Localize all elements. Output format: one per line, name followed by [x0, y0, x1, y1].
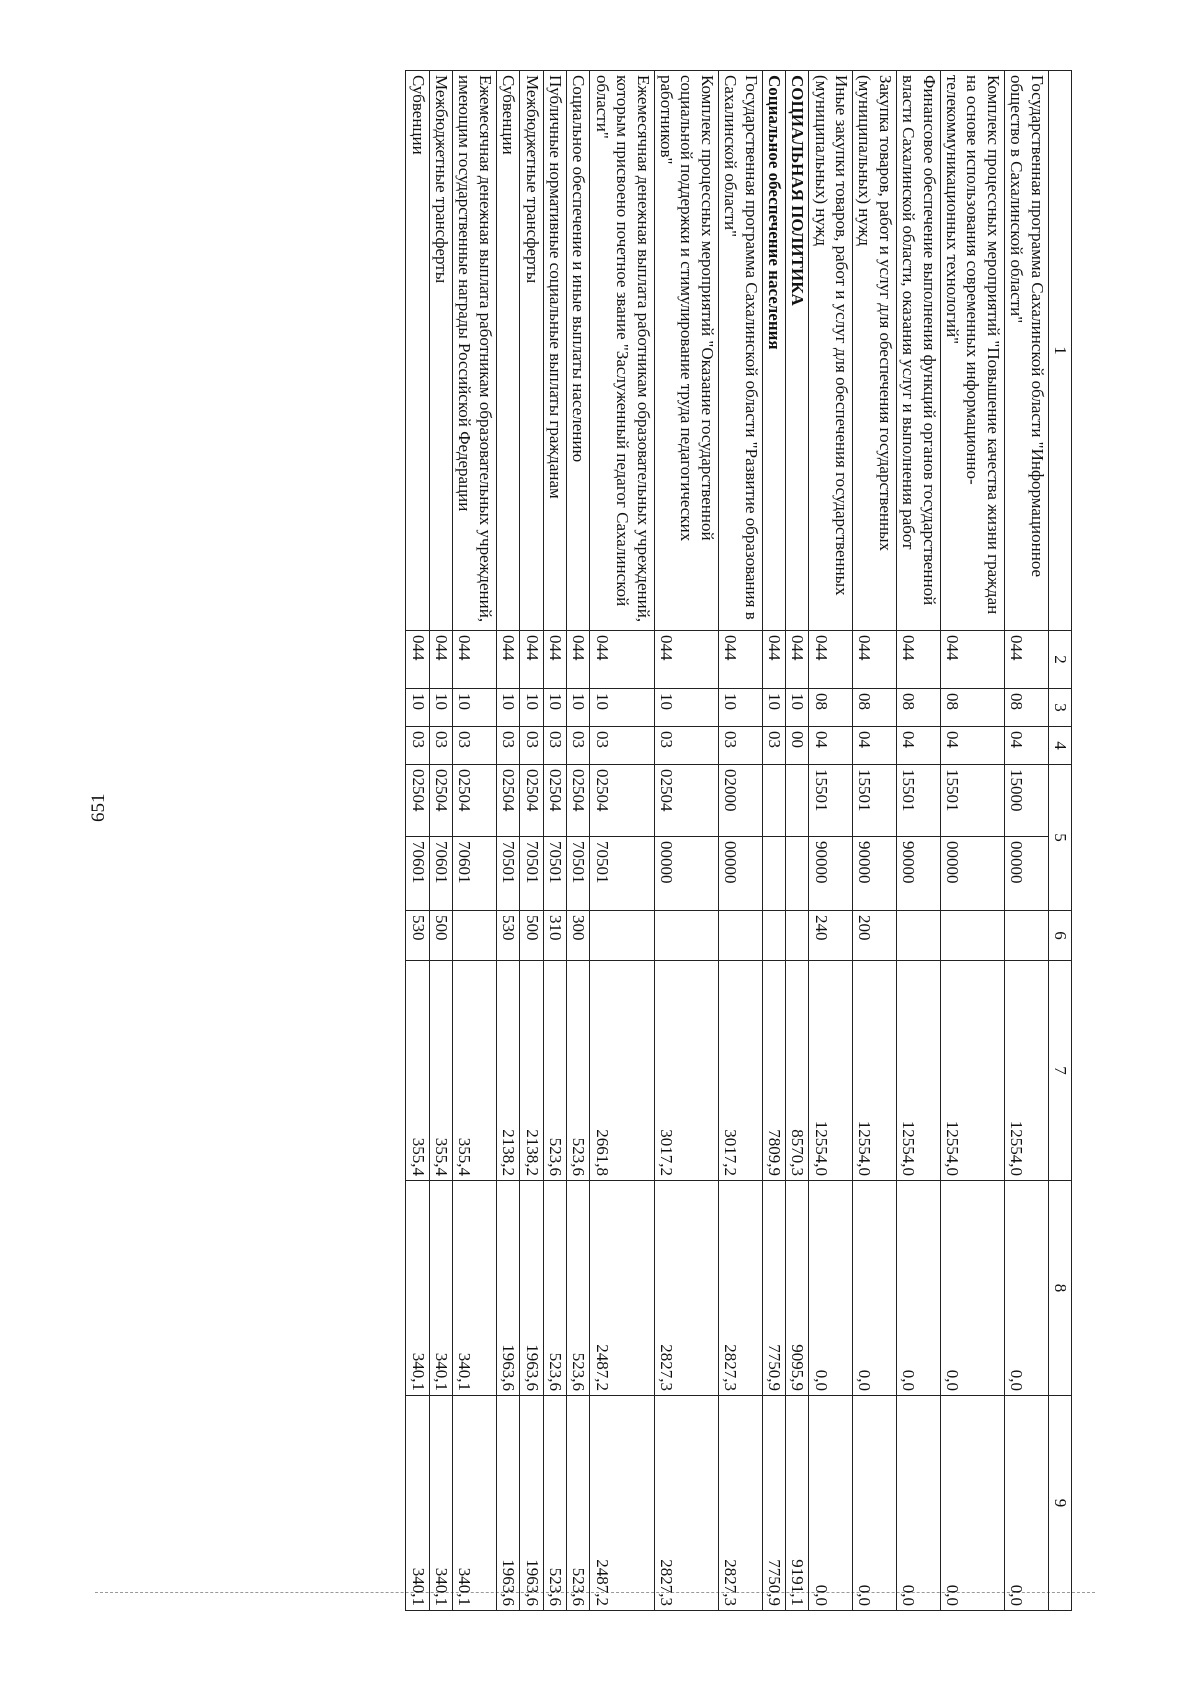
row-expense-type: 530	[406, 911, 429, 961]
row-amount-col7: 355,4	[406, 961, 429, 1181]
row-expense-type	[762, 911, 785, 961]
table-row	[406, 71, 429, 1611]
row-target-code-a: 02504	[590, 765, 654, 837]
row-section-code: 10	[567, 689, 590, 727]
row-target-code-a: 02504	[429, 765, 452, 837]
row-amount-col8: 0,0	[940, 1181, 1004, 1396]
row-subsection-code: 03	[453, 727, 497, 765]
row-subsection-code: 04	[809, 727, 853, 765]
row-expense-type	[718, 911, 762, 961]
col-header-8: 8	[1048, 1181, 1071, 1396]
row-ved-code: 044	[496, 631, 519, 689]
row-amount-col8: 523,6	[567, 1181, 590, 1396]
row-amount-col9: 523,6	[567, 1396, 590, 1611]
row-subsection-code: 03	[429, 727, 452, 765]
row-section-code: 10	[406, 689, 429, 727]
row-amount-col7: 355,4	[429, 961, 452, 1181]
row-amount-col9: 0,0	[896, 1396, 940, 1611]
table-row	[429, 71, 452, 1611]
row-name: Субвенции	[496, 71, 519, 631]
row-amount-col8: 0,0	[809, 1181, 853, 1396]
col-header-1: 1	[1048, 71, 1071, 631]
row-amount-col8: 1963,6	[496, 1181, 519, 1396]
row-target-code-b	[785, 837, 808, 911]
row-name: Субвенции	[406, 71, 429, 631]
row-amount-col9: 340,1	[406, 1396, 429, 1611]
row-amount-col8: 523,6	[543, 1181, 566, 1396]
row-expense-type	[1004, 911, 1048, 961]
row-target-code-a: 02504	[567, 765, 590, 837]
row-amount-col9: 340,1	[453, 1396, 497, 1611]
budget-table	[405, 70, 1072, 1611]
row-subsection-code: 03	[406, 727, 429, 765]
col-header-9: 9	[1048, 1396, 1071, 1611]
row-subsection-code: 04	[940, 727, 1004, 765]
row-expense-type	[785, 911, 808, 961]
row-expense-type: 240	[809, 911, 853, 961]
row-name: Государственная программа Сахалинской области "Информационное общество в Сахалинской области"	[1004, 71, 1048, 631]
row-section-code: 10	[429, 689, 452, 727]
row-expense-type: 530	[496, 911, 519, 961]
col-header-2: 2	[1048, 631, 1071, 689]
row-target-code-a: 02504	[654, 765, 718, 837]
row-target-code-a: 15501	[853, 765, 897, 837]
row-ved-code: 044	[785, 631, 808, 689]
row-subsection-code: 04	[1004, 727, 1048, 765]
row-amount-col7: 12554,0	[896, 961, 940, 1181]
row-ved-code: 044	[940, 631, 1004, 689]
row-target-code-b: 90000	[853, 837, 897, 911]
row-ved-code: 044	[520, 631, 543, 689]
row-target-code-a	[785, 765, 808, 837]
row-target-code-a: 02000	[718, 765, 762, 837]
row-amount-col8: 9095,9	[785, 1181, 808, 1396]
rotated-page	[132, 70, 1072, 1610]
row-section-code: 10	[590, 689, 654, 727]
table-row	[940, 71, 1004, 1611]
row-expense-type	[453, 911, 497, 961]
row-section-code: 10	[762, 689, 785, 727]
row-ved-code: 044	[406, 631, 429, 689]
row-target-code-a: 02504	[520, 765, 543, 837]
row-section-code: 08	[940, 689, 1004, 727]
row-section-code: 10	[496, 689, 519, 727]
table-row	[520, 71, 543, 1611]
row-target-code-a	[762, 765, 785, 837]
row-expense-type: 200	[853, 911, 897, 961]
row-ved-code: 044	[1004, 631, 1048, 689]
row-name: Комплекс процессных мероприятий "Повышение качества жизни граждан на основе использования современных информационно-телекоммуникационных технологий"	[940, 71, 1004, 631]
row-amount-col8: 2827,3	[718, 1181, 762, 1396]
row-subsection-code: 04	[853, 727, 897, 765]
row-amount-col8: 340,1	[453, 1181, 497, 1396]
row-amount-col8: 0,0	[1004, 1181, 1048, 1396]
row-amount-col8: 0,0	[853, 1181, 897, 1396]
row-expense-type: 310	[543, 911, 566, 961]
table-row	[654, 71, 718, 1611]
row-amount-col7: 2661,8	[590, 961, 654, 1181]
header-row	[1048, 71, 1071, 1611]
row-expense-type: 300	[567, 911, 590, 961]
row-amount-col7: 8570,3	[785, 961, 808, 1181]
row-target-code-b: 70501	[567, 837, 590, 911]
row-name: Социальное обеспечение и иные выплаты населению	[567, 71, 590, 631]
row-ved-code: 044	[590, 631, 654, 689]
row-subsection-code: 03	[543, 727, 566, 765]
row-ved-code: 044	[809, 631, 853, 689]
row-target-code-b: 70601	[453, 837, 497, 911]
row-subsection-code: 03	[590, 727, 654, 765]
row-name: СОЦИАЛЬНАЯ ПОЛИТИКА	[785, 71, 808, 631]
table-row	[453, 71, 497, 1611]
col-header-6: 6	[1048, 911, 1071, 961]
row-subsection-code: 03	[520, 727, 543, 765]
row-target-code-b: 90000	[809, 837, 853, 911]
row-name: Комплекс процессных мероприятий "Оказание государственной социальной поддержки и стимулирование труда педагогических работников"	[654, 71, 718, 631]
col-header-4: 4	[1048, 727, 1071, 765]
row-name: Социальное обеспечение населения	[762, 71, 785, 631]
row-amount-col7: 2138,2	[496, 961, 519, 1181]
row-expense-type	[590, 911, 654, 961]
row-target-code-a: 02504	[496, 765, 519, 837]
row-target-code-b: 70601	[406, 837, 429, 911]
row-section-code: 08	[809, 689, 853, 727]
row-expense-type: 500	[520, 911, 543, 961]
col-header-3: 3	[1048, 689, 1071, 727]
row-subsection-code: 04	[896, 727, 940, 765]
row-section-code: 10	[543, 689, 566, 727]
row-amount-col9: 523,6	[543, 1396, 566, 1611]
row-amount-col7: 523,6	[543, 961, 566, 1181]
row-amount-col9: 2827,3	[718, 1396, 762, 1611]
row-amount-col8: 2487,2	[590, 1181, 654, 1396]
row-subsection-code: 03	[496, 727, 519, 765]
row-amount-col7: 523,6	[567, 961, 590, 1181]
row-ved-code: 044	[453, 631, 497, 689]
row-amount-col9: 1963,6	[496, 1396, 519, 1611]
row-target-code-a: 02504	[453, 765, 497, 837]
row-target-code-a: 15000	[1004, 765, 1048, 837]
row-expense-type: 500	[429, 911, 452, 961]
row-amount-col7: 12554,0	[940, 961, 1004, 1181]
row-amount-col9: 7750,9	[762, 1396, 785, 1611]
row-subsection-code: 00	[785, 727, 808, 765]
row-section-code: 10	[520, 689, 543, 727]
table-row	[496, 71, 519, 1611]
row-amount-col8: 7750,9	[762, 1181, 785, 1396]
row-subsection-code: 03	[654, 727, 718, 765]
row-amount-col7: 3017,2	[654, 961, 718, 1181]
row-name: Ежемесячная денежная выплата работникам образовательных учреждений, имеющим государственные награды Российской Федерации	[453, 71, 497, 631]
row-ved-code: 044	[654, 631, 718, 689]
row-subsection-code: 03	[718, 727, 762, 765]
row-ved-code: 044	[718, 631, 762, 689]
row-name: Иные закупки товаров, работ и услуг для обеспечения государственных (муниципальных) нужд	[809, 71, 853, 631]
row-amount-col9: 340,1	[429, 1396, 452, 1611]
row-target-code-a: 02504	[406, 765, 429, 837]
row-ved-code: 044	[567, 631, 590, 689]
row-amount-col9: 2487,2	[590, 1396, 654, 1611]
row-ved-code: 044	[762, 631, 785, 689]
row-name: Финансовое обеспечение выполнения функций органов государственной власти Сахалинской области, оказания услуг и выполнения работ	[896, 71, 940, 631]
row-amount-col7: 12554,0	[809, 961, 853, 1181]
row-section-code: 10	[453, 689, 497, 727]
table-row	[896, 71, 940, 1611]
row-expense-type	[896, 911, 940, 961]
row-name: Государственная программа Сахалинской области "Развитие образования в Сахалинской области"	[718, 71, 762, 631]
table-row	[718, 71, 762, 1611]
row-target-code-a: 15501	[809, 765, 853, 837]
row-amount-col8: 0,0	[896, 1181, 940, 1396]
row-expense-type	[654, 911, 718, 961]
table-row	[762, 71, 785, 1611]
row-expense-type	[940, 911, 1004, 961]
page-number: 651	[88, 793, 109, 822]
row-target-code-b: 90000	[896, 837, 940, 911]
table-row	[853, 71, 897, 1611]
row-name: Ежемесячная денежная выплата работникам образовательных учреждений, которым присвоено почетное звание "Заслуженный педагог Сахалинской области"	[590, 71, 654, 631]
row-target-code-a: 15501	[940, 765, 1004, 837]
row-target-code-b: 70501	[543, 837, 566, 911]
row-amount-col9: 0,0	[1004, 1396, 1048, 1611]
row-amount-col8: 340,1	[406, 1181, 429, 1396]
row-amount-col9: 2827,3	[654, 1396, 718, 1611]
row-section-code: 08	[853, 689, 897, 727]
row-section-code: 08	[896, 689, 940, 727]
row-target-code-a: 02504	[543, 765, 566, 837]
row-amount-col9: 0,0	[940, 1396, 1004, 1611]
row-amount-col7: 7809,9	[762, 961, 785, 1181]
table-row	[543, 71, 566, 1611]
row-target-code-b	[762, 837, 785, 911]
row-name: Межбюджетные трансферты	[520, 71, 543, 631]
row-section-code: 10	[718, 689, 762, 727]
row-ved-code: 044	[429, 631, 452, 689]
row-amount-col8: 2827,3	[654, 1181, 718, 1396]
row-target-code-b: 70501	[520, 837, 543, 911]
row-section-code: 10	[785, 689, 808, 727]
table-row	[1004, 71, 1048, 1611]
row-section-code: 08	[1004, 689, 1048, 727]
row-target-code-b: 70501	[590, 837, 654, 911]
col-header-5: 5	[1048, 765, 1071, 911]
row-amount-col9: 0,0	[853, 1396, 897, 1611]
row-name: Межбюджетные трансферты	[429, 71, 452, 631]
row-target-code-b: 70601	[429, 837, 452, 911]
row-ved-code: 044	[853, 631, 897, 689]
row-amount-col7: 12554,0	[853, 961, 897, 1181]
row-amount-col7: 2138,2	[520, 961, 543, 1181]
row-name: Публичные нормативные социальные выплаты гражданам	[543, 71, 566, 631]
row-target-code-b: 00000	[940, 837, 1004, 911]
col-header-7: 7	[1048, 961, 1071, 1181]
table-body	[406, 71, 1048, 1611]
row-amount-col8: 340,1	[429, 1181, 452, 1396]
table-row	[785, 71, 808, 1611]
table-row	[567, 71, 590, 1611]
row-target-code-a: 15501	[896, 765, 940, 837]
row-target-code-b: 00000	[718, 837, 762, 911]
row-subsection-code: 03	[567, 727, 590, 765]
row-ved-code: 044	[896, 631, 940, 689]
row-target-code-b: 00000	[654, 837, 718, 911]
row-section-code: 10	[654, 689, 718, 727]
row-name: Закупка товаров, работ и услуг для обеспечения государственных (муниципальных) нужд	[853, 71, 897, 631]
row-amount-col7: 355,4	[453, 961, 497, 1181]
row-ved-code: 044	[543, 631, 566, 689]
row-amount-col7: 12554,0	[1004, 961, 1048, 1181]
table-row	[809, 71, 853, 1611]
row-amount-col7: 3017,2	[718, 961, 762, 1181]
row-target-code-b: 00000	[1004, 837, 1048, 911]
row-amount-col9: 0,0	[809, 1396, 853, 1611]
row-amount-col9: 1963,6	[520, 1396, 543, 1611]
table-row	[590, 71, 654, 1611]
row-amount-col9: 9191,1	[785, 1396, 808, 1611]
row-amount-col8: 1963,6	[520, 1181, 543, 1396]
row-subsection-code: 03	[762, 727, 785, 765]
row-target-code-b: 70501	[496, 837, 519, 911]
